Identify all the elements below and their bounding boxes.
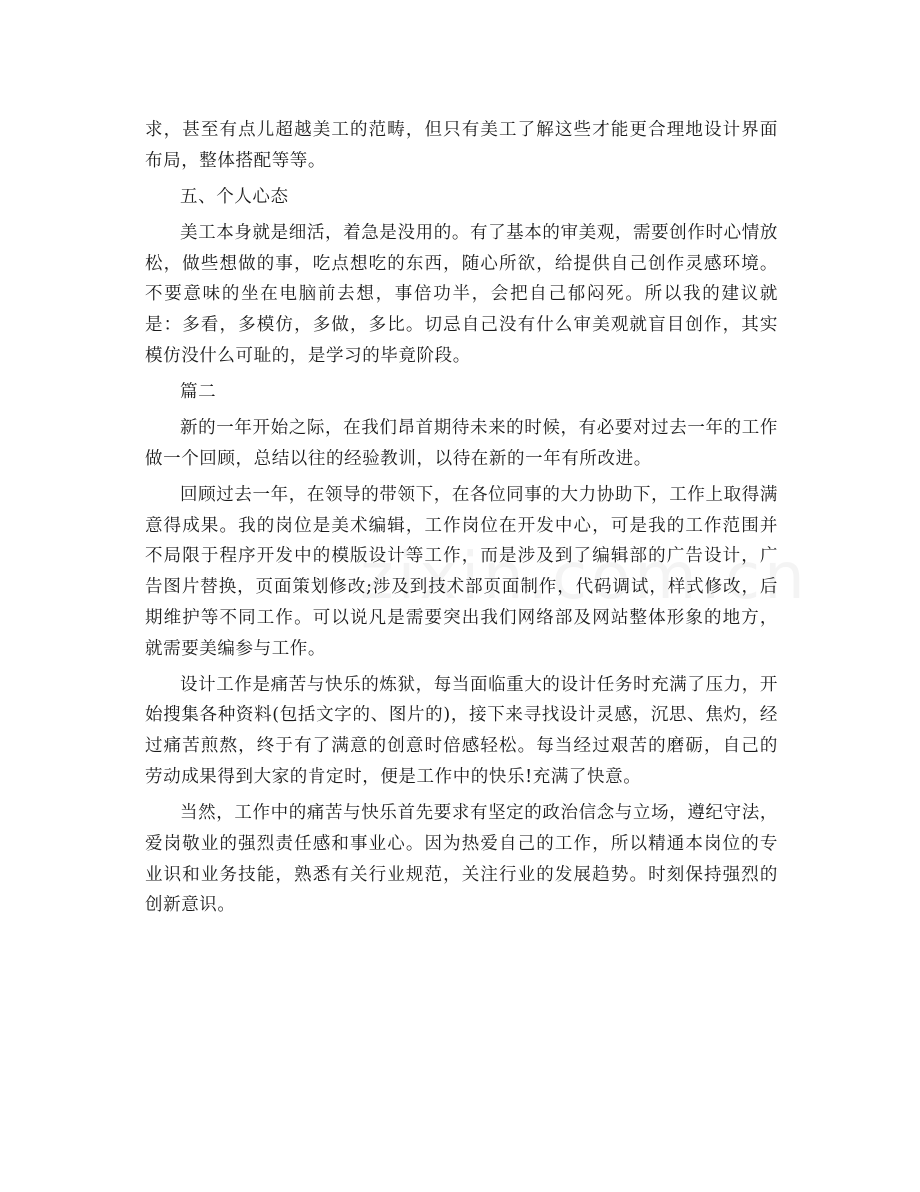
paragraph-continued: 求，甚至有点儿超越美工的范畴，但只有美工了解这些才能更合理地设计界面布局，整体搭配等等。 (145, 120, 778, 171)
paragraph-review: 回顾过去一年，在领导的带领下，在各位同事的大力协助下，工作上取得满意得成果。我的岗位是美术编辑，工作岗位在开发中心，可是我的工作范围并不局限于程序开发中的模版设计等工作，而是涉及到了编辑部的广告设计，广告图片替换，页面策划修改;涉及到技术部页面制作，代码调试，样式修改，后期维护等不同工作。可以说凡是需要突出我们网络部及网站整体形象的地方，就需要美编参与工作。 (145, 484, 778, 659)
paragraph-new-year: 新的一年开始之际，在我们昂首期待未来的时候，有必要对过去一年的工作做一个回顾，总结以往的经验教训，以待在新的一年有所改进。 (145, 417, 778, 469)
section-heading-part-two: 篇二 (180, 381, 217, 402)
paragraph-design-work: 设计工作是痛苦与快乐的炼狱，每当面临重大的设计任务时充满了压力，开始搜集各种资料(包括文字的、图片的)，接下来寻找设计灵感，沉思、焦灼，经过痛苦煎熬，终于有了满意的创意时倍感轻松。每当经过艰苦的磨砺，自己的劳动成果得到大家的肯定时，便是工作中的快乐!充满了快意。 (145, 674, 778, 788)
paragraph-attitude: 当然，工作中的痛苦与快乐首先要求有坚定的政治信念与立场，遵纪守法，爱岗敬业的强烈责任感和事业心。因为热爱自己的工作，所以精通本岗位的专业识和业务技能，熟悉有关行业规范，关注行业的发展趋势。时刻保持强烈的创新意识。 (145, 803, 778, 916)
document-body (145, 115, 778, 926)
paragraph-mindset: 美工本身就是细活，着急是没用的。有了基本的审美观，需要创作时心情放松，做些想做的事，吃点想吃的东西，随心所欲，给提供自己创作灵感环境。不要意味的坐在电脑前去想，事倍功半，会把自己郁闷死。所以我的建议就是：多看，多模仿，多做，多比。切忌自己没有什么审美观就盲目创作，其实模仿没什么可耻的，是学习的毕竟阶段。 (145, 222, 778, 366)
section-heading-personal-mindset: 五、个人心态 (180, 186, 289, 207)
